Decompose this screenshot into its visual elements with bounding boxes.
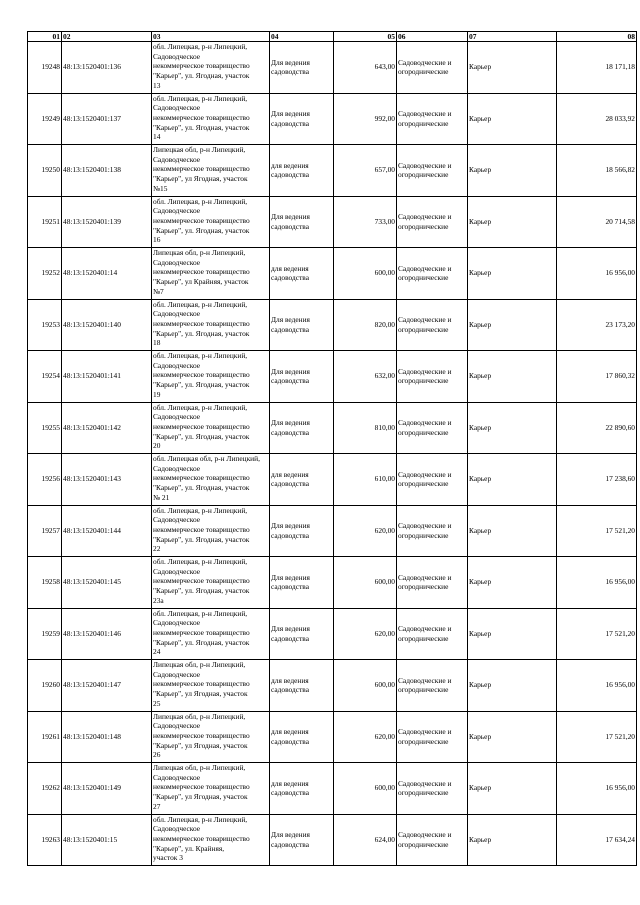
area-cell: 610,00 bbox=[334, 454, 397, 506]
settlement-name-cell: Карьер bbox=[468, 196, 557, 248]
permitted-use-cell: Для ведения садоводства bbox=[270, 196, 334, 248]
address-cell bbox=[152, 608, 270, 660]
column-header-02: 02 bbox=[62, 32, 152, 42]
address-text: обл. Липецкая, р-н Липецкий, Садоводческое некоммерческое товарищество "Карьер", ул. Крайняя, участок 3 bbox=[153, 814, 250, 863]
document-sheet bbox=[27, 31, 637, 866]
cadastral-value-cell: 17 860,32 bbox=[557, 351, 637, 403]
land-category-cell: Садоводческие и огороднические bbox=[397, 557, 468, 609]
table-row bbox=[28, 608, 637, 660]
land-category-cell: Садоводческие и огороднические bbox=[397, 351, 468, 403]
address-text: Липецкая обл, р-н Липецкий, Садоводческое некоммерческое товарищество "Карьер", ул Ягодная, участок №15 bbox=[153, 145, 250, 193]
table-row bbox=[28, 145, 637, 197]
column-header-01: 01 bbox=[28, 32, 62, 42]
cadastral-number-cell: 48:13:1520401:136 bbox=[62, 42, 152, 94]
address-text: Липецкая обл, р-н Липецкий, Садоводческое некоммерческое товарищество "Карьер", ул Ягодная, участок 27 bbox=[153, 763, 250, 811]
address-text: Липецкая обл, р-н Липецкий, Садоводческое некоммерческое товарищество "Карьер", ул Ягодная, участок 25 bbox=[153, 660, 250, 708]
table-row bbox=[28, 248, 637, 300]
settlement-name-cell: Карьер bbox=[468, 248, 557, 300]
cadastral-value-cell: 17 521,20 bbox=[557, 505, 637, 557]
address-cell bbox=[152, 299, 270, 351]
cadastral-value-cell: 22 890,60 bbox=[557, 402, 637, 454]
record-number-cell: 19262 bbox=[28, 763, 62, 815]
cadastral-value-cell: 17 634,24 bbox=[557, 814, 637, 866]
address-cell bbox=[152, 196, 270, 248]
settlement-name-cell: Карьер bbox=[468, 505, 557, 557]
record-number-cell: 19249 bbox=[28, 93, 62, 145]
cadastral-value-cell: 16 956,00 bbox=[557, 248, 637, 300]
column-header-08: 08 bbox=[557, 32, 637, 42]
record-number-cell: 19252 bbox=[28, 248, 62, 300]
area-cell: 992,00 bbox=[334, 93, 397, 145]
permitted-use-cell: Для ведения садоводства bbox=[270, 93, 334, 145]
settlement-name-cell: Карьер bbox=[468, 557, 557, 609]
settlement-name-cell: Карьер bbox=[468, 402, 557, 454]
address-text: обл. Липецкая, р-н Липецкий, Садоводческое некоммерческое товарищество "Карьер", ул. Ягодная, участок 19 bbox=[153, 351, 250, 399]
settlement-name-cell: Карьер bbox=[468, 351, 557, 403]
land-category-cell: Садоводческие и огороднические bbox=[397, 145, 468, 197]
land-category-cell: Садоводческие и огороднические bbox=[397, 660, 468, 712]
land-category-cell: Садоводческие и огороднические bbox=[397, 93, 468, 145]
settlement-name-cell: Карьер bbox=[468, 145, 557, 197]
record-number-cell: 19254 bbox=[28, 351, 62, 403]
record-number-cell: 19251 bbox=[28, 196, 62, 248]
cadastral-value-cell: 17 238,60 bbox=[557, 454, 637, 506]
table-row bbox=[28, 351, 637, 403]
record-number-cell: 19259 bbox=[28, 608, 62, 660]
column-header-05: 05 bbox=[334, 32, 397, 42]
cadastral-value-cell: 18 566,82 bbox=[557, 145, 637, 197]
record-number-cell: 19261 bbox=[28, 711, 62, 763]
cadastral-number-cell: 48:13:1520401:15 bbox=[62, 814, 152, 866]
cadastral-number-cell: 48:13:1520401:148 bbox=[62, 711, 152, 763]
settlement-name-cell: Карьер bbox=[468, 42, 557, 94]
permitted-use-cell: для ведения садоводства bbox=[270, 711, 334, 763]
address-cell bbox=[152, 454, 270, 506]
cadastral-number-cell: 48:13:1520401:145 bbox=[62, 557, 152, 609]
column-header-07: 07 bbox=[468, 32, 557, 42]
land-category-cell: Садоводческие и огороднические bbox=[397, 763, 468, 815]
cadastral-number-cell: 48:13:1520401:14 bbox=[62, 248, 152, 300]
address-cell bbox=[152, 814, 270, 866]
land-category-cell: Садоводческие и огороднические bbox=[397, 248, 468, 300]
table-header-row bbox=[28, 32, 637, 42]
cadastral-value-cell: 17 521,20 bbox=[557, 711, 637, 763]
table-row bbox=[28, 42, 637, 94]
area-cell: 600,00 bbox=[334, 248, 397, 300]
area-cell: 620,00 bbox=[334, 505, 397, 557]
area-cell: 624,00 bbox=[334, 814, 397, 866]
land-plots-table bbox=[27, 31, 637, 866]
settlement-name-cell: Карьер bbox=[468, 93, 557, 145]
record-number-cell: 19255 bbox=[28, 402, 62, 454]
table-row bbox=[28, 402, 637, 454]
record-number-cell: 19263 bbox=[28, 814, 62, 866]
table-row bbox=[28, 299, 637, 351]
address-text: обл. Липецкая, р-н Липецкий, Садоводческое некоммерческое товарищество "Карьер", ул. Ягодная, участок 22 bbox=[153, 505, 250, 554]
land-category-cell: Садоводческие и огороднические bbox=[397, 299, 468, 351]
table-body bbox=[28, 42, 637, 866]
cadastral-number-cell: 48:13:1520401:137 bbox=[62, 93, 152, 145]
record-number-cell: 19256 bbox=[28, 454, 62, 506]
area-cell: 600,00 bbox=[334, 557, 397, 609]
cadastral-value-cell: 16 956,00 bbox=[557, 660, 637, 712]
table-row bbox=[28, 93, 637, 145]
land-category-cell: Садоводческие и огороднические bbox=[397, 711, 468, 763]
address-cell bbox=[152, 402, 270, 454]
record-number-cell: 19260 bbox=[28, 660, 62, 712]
address-cell bbox=[152, 660, 270, 712]
address-cell bbox=[152, 711, 270, 763]
cadastral-value-cell: 28 033,92 bbox=[557, 93, 637, 145]
record-number-cell: 19258 bbox=[28, 557, 62, 609]
cadastral-number-cell: 48:13:1520401:146 bbox=[62, 608, 152, 660]
address-text: обл. Липецкая, р-н Липецкий, Садоводческое некоммерческое товарищество "Карьер", ул. Ягодная, участок 18 bbox=[153, 299, 250, 348]
column-header-04: 04 bbox=[270, 32, 334, 42]
land-category-cell: Садоводческие и огороднические bbox=[397, 814, 468, 866]
cadastral-value-cell: 16 956,00 bbox=[557, 763, 637, 815]
cadastral-number-cell: 48:13:1520401:149 bbox=[62, 763, 152, 815]
permitted-use-cell: для ведения садоводства bbox=[270, 145, 334, 197]
settlement-name-cell: Карьер bbox=[468, 608, 557, 660]
cadastral-value-cell: 17 521,20 bbox=[557, 608, 637, 660]
permitted-use-cell: Для ведения садоводства bbox=[270, 814, 334, 866]
column-header-06: 06 bbox=[397, 32, 468, 42]
area-cell: 810,00 bbox=[334, 402, 397, 454]
address-cell bbox=[152, 351, 270, 403]
table-row bbox=[28, 196, 637, 248]
address-cell bbox=[152, 505, 270, 557]
address-text: обл. Липецкая обл, р-н Липецкий, Садоводческое некоммерческое товарищество "Карьер", ул. Ягодная, участок № 21 bbox=[153, 454, 260, 502]
area-cell: 657,00 bbox=[334, 145, 397, 197]
address-text: Липецкая обл, р-н Липецкий, Садоводческое некоммерческое товарищество "Карьер", ул Ягодная, участок 26 bbox=[153, 711, 250, 760]
permitted-use-cell: для ведения садоводства bbox=[270, 660, 334, 712]
address-text: обл. Липецкая, р-н Липецкий, Садоводческое некоммерческое товарищество "Карьер", ул. Ягодная, участок 16 bbox=[153, 196, 250, 245]
table-row bbox=[28, 660, 637, 712]
land-category-cell: Садоводческие и огороднические bbox=[397, 402, 468, 454]
permitted-use-cell: Для ведения садоводства bbox=[270, 505, 334, 557]
cadastral-value-cell: 20 714,58 bbox=[557, 196, 637, 248]
address-cell bbox=[152, 557, 270, 609]
permitted-use-cell: Для ведения садоводства bbox=[270, 402, 334, 454]
settlement-name-cell: Карьер bbox=[468, 454, 557, 506]
area-cell: 600,00 bbox=[334, 763, 397, 815]
permitted-use-cell: для ведения садоводства bbox=[270, 763, 334, 815]
area-cell: 733,00 bbox=[334, 196, 397, 248]
settlement-name-cell: Карьер bbox=[468, 763, 557, 815]
permitted-use-cell: Для ведения садоводства bbox=[270, 42, 334, 94]
address-text: обл. Липецкая, р-н Липецкий, Садоводческое некоммерческое товарищество "Карьер", ул. Ягодная, участок 23а bbox=[153, 557, 250, 605]
column-header-03: 03 bbox=[152, 32, 270, 42]
cadastral-number-cell: 48:13:1520401:138 bbox=[62, 145, 152, 197]
area-cell: 820,00 bbox=[334, 299, 397, 351]
cadastral-value-cell: 23 173,20 bbox=[557, 299, 637, 351]
permitted-use-cell: Для ведения садоводства bbox=[270, 608, 334, 660]
table-row bbox=[28, 711, 637, 763]
address-text: обл. Липецкая, р-н Липецкий, Садоводческое некоммерческое товарищество "Карьер", ул. Ягодная, участок 14 bbox=[153, 93, 250, 142]
cadastral-number-cell: 48:13:1520401:147 bbox=[62, 660, 152, 712]
table-row bbox=[28, 814, 637, 866]
record-number-cell: 19257 bbox=[28, 505, 62, 557]
cadastral-number-cell: 48:13:1520401:141 bbox=[62, 351, 152, 403]
permitted-use-cell: Для ведения садоводства bbox=[270, 557, 334, 609]
cadastral-value-cell: 18 171,18 bbox=[557, 42, 637, 94]
land-category-cell: Садоводческие и огороднические bbox=[397, 608, 468, 660]
address-text: обл. Липецкая, р-н Липецкий, Садоводческое некоммерческое товарищество "Карьер", ул. Ягодная, участок 13 bbox=[153, 42, 250, 90]
address-cell bbox=[152, 145, 270, 197]
record-number-cell: 19250 bbox=[28, 145, 62, 197]
table-row bbox=[28, 505, 637, 557]
record-number-cell: 19248 bbox=[28, 42, 62, 94]
address-cell bbox=[152, 93, 270, 145]
settlement-name-cell: Карьер bbox=[468, 660, 557, 712]
area-cell: 632,00 bbox=[334, 351, 397, 403]
permitted-use-cell: Для ведения садоводства bbox=[270, 351, 334, 403]
settlement-name-cell: Карьер bbox=[468, 814, 557, 866]
permitted-use-cell: для ведения садоводства bbox=[270, 248, 334, 300]
area-cell: 643,00 bbox=[334, 42, 397, 94]
area-cell: 620,00 bbox=[334, 711, 397, 763]
land-category-cell: Садоводческие и огороднические bbox=[397, 454, 468, 506]
area-cell: 600,00 bbox=[334, 660, 397, 712]
address-text: Липецкая обл, р-н Липецкий, Садоводческое некоммерческое товарищество "Карьер", ул Крайняя, участок №7 bbox=[153, 248, 250, 296]
cadastral-number-cell: 48:13:1520401:142 bbox=[62, 402, 152, 454]
table-row bbox=[28, 763, 637, 815]
cadastral-number-cell: 48:13:1520401:140 bbox=[62, 299, 152, 351]
table-row bbox=[28, 557, 637, 609]
settlement-name-cell: Карьер bbox=[468, 299, 557, 351]
land-category-cell: Садоводческие и огороднические bbox=[397, 196, 468, 248]
cadastral-value-cell: 16 956,00 bbox=[557, 557, 637, 609]
cadastral-number-cell: 48:13:1520401:143 bbox=[62, 454, 152, 506]
address-text: обл. Липецкая, р-н Липецкий, Садоводческое некоммерческое товарищество "Карьер", ул. Ягодная, участок 24 bbox=[153, 608, 250, 657]
table-row bbox=[28, 454, 637, 506]
cadastral-number-cell: 48:13:1520401:139 bbox=[62, 196, 152, 248]
address-text: обл. Липецкая, р-н Липецкий, Садоводческое некоммерческое товарищество "Карьер", ул. Ягодная, участок 20 bbox=[153, 402, 250, 451]
address-cell bbox=[152, 763, 270, 815]
address-cell bbox=[152, 248, 270, 300]
cadastral-number-cell: 48:13:1520401:144 bbox=[62, 505, 152, 557]
permitted-use-cell: для ведения садоводства bbox=[270, 454, 334, 506]
permitted-use-cell: Для ведения садоводства bbox=[270, 299, 334, 351]
land-category-cell: Садоводческие и огороднические bbox=[397, 42, 468, 94]
area-cell: 620,00 bbox=[334, 608, 397, 660]
land-category-cell: Садоводческие и огороднические bbox=[397, 505, 468, 557]
address-cell bbox=[152, 42, 270, 94]
record-number-cell: 19253 bbox=[28, 299, 62, 351]
settlement-name-cell: Карьер bbox=[468, 711, 557, 763]
